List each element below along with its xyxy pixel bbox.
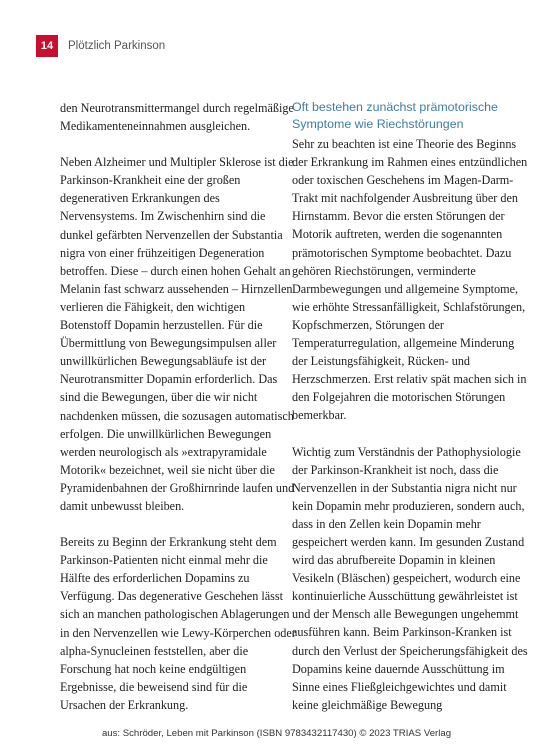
body-paragraph: Wichtig zum Verständnis der Pathophysiologie der Parkinson-Krankheit ist noch, dass die Nervenzellen in der Substantia nigra nicht nur kein Dopamin mehr produzieren, sondern auch, dass in den Zellen kein Dopamin mehr gespeichert werden kann. Im gesunden Zustand wird das abrufbereite Dopamin in kleinen Vesikeln (Bläschen) gespeichert, wodurch eine kontinuierliche Ausschüttung gewährleistet ist und der Mensch alle Bewegungen ungehemmt ausführen kann. Beim Parkinson-Kranken ist durch den Verlust der Speicherungsfähigkeit des Dopamins keine dauernde Ausschüttung im Sinne eines Fließgleichgewichtes und damit keine gleichmäßige Bewegung (292, 444, 528, 712)
page-number: 14 (36, 35, 58, 57)
section-subheading: Oft bestehen zunächst prämotorische Symptome wie Riechstörungen (292, 100, 498, 131)
left-column (60, 99, 296, 714)
body-paragraph: Sehr zu beachten ist eine Theorie des Beginns der Erkrankung im Rahmen eines entzündlichen oder toxischen Geschehens im Magen-Darm-Trakt mit nachfolgender Ausbreitung über den Hirnstamm. Bevor die ersten Störungen der Motorik auftreten, werden die sogenannten prämotorischen Symptome beobachtet. Dazu gehören Riechstörungen, verminderte Darmbewegungen und allgemeine Symptome, wie erhöhte Stressanfälligkeit, Schlafstörungen, Kopfschmerzen, Störungen der Temperaturregulation, allgemeine Minderung der Leistungsfähigkeit, Rücken- und Herzschmerzen. Erst relativ spät machen sich in den Folgejahren die motorischen Störungen bemerkbar. (292, 137, 528, 423)
body-paragraph: den Neurotransmittermangel durch regelmäßige Medikamenteneinnahmen ausgleichen. (60, 101, 294, 134)
right-column (292, 99, 528, 714)
page-header (36, 35, 165, 57)
footer-citation: aus: Schröder, Leben mit Parkinson (ISBN 9783432117430) © 2023 TRIAS Verlag (101, 728, 452, 739)
running-head: Plötzlich Parkinson (68, 40, 166, 52)
body-paragraph: Neben Alzheimer und Multipler Sklerose ist die Parkinson-Krankheit eine der großen degenerativen Erkrankungen des Nervensystems. Im Zwischenhirn sind die dunkel gefärbten Nervenzellen der Substantia nigra von einer frühzeitigen Degeneration betroffen. Diese – durch einen hohen Gehalt an Melanin fast schwarz aussehenden – Hirnzellen verlieren die Fähigkeit, den wichtigen Botenstoff Dopamin herzustellen. Für die Übermittlung von Bewegungsimpulsen aller unwillkürlichen Bewegungsabläufe ist der Neurotransmitter Dopamin erforderlich. Das sind die Bewegungen, über die wir nicht nachdenken müssen, die sozusagen automatisch erfolgen. Die unwillkürlichen Bewegungen werden neurologisch als »extrapyramidale Motorik« bezeichnet, weil sie nicht über die Pyramidenbahnen der Großhirnrinde laufen und damit unbewusst bleiben. (60, 155, 295, 513)
body-paragraph: Bereits zu Beginn der Erkrankung steht dem Parkinson-Patienten nicht einmal mehr die Hälfte des erforderlichen Dopamins zu Verfügung. Das degenerative Geschehen lässt sich an manchen pathologischen Ablagerungen in den Nervenzellen wie Lewy-Körperchen oder alpha-Synucleinen feststellen, aber die Forschung hat noch keine endgültigen Ergebnisse, die beweisend sind für die Ursachen der Erkrankung. (60, 535, 296, 712)
